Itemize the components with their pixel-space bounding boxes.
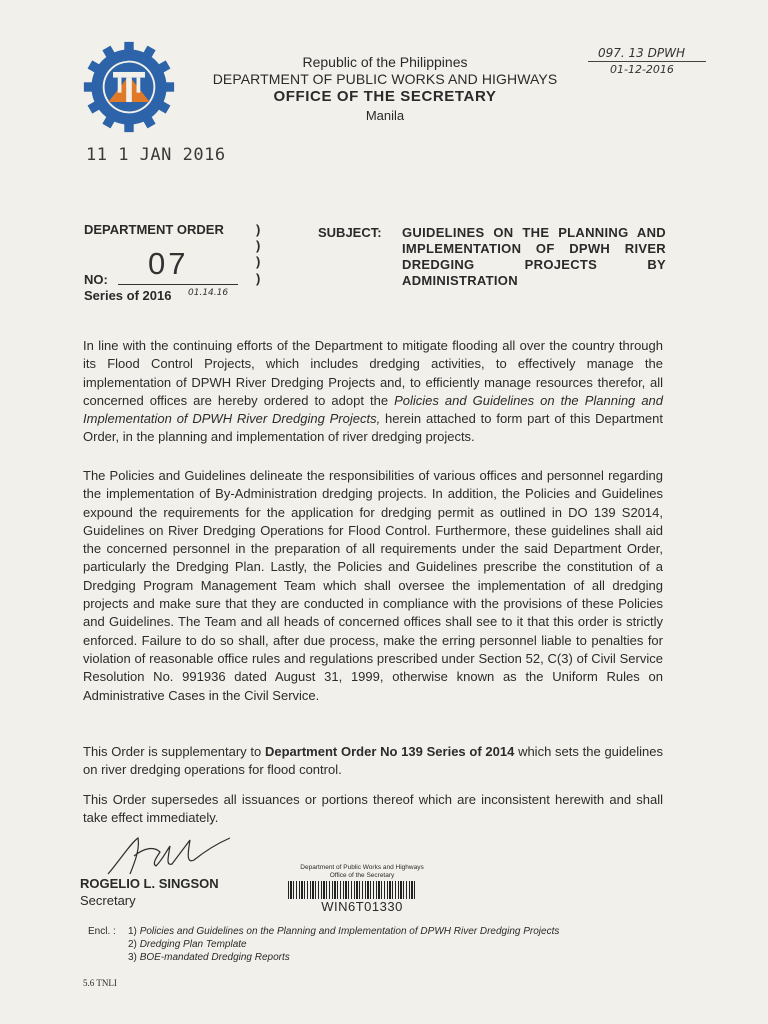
bracket-mark: ) xyxy=(256,254,261,269)
referenced-order-bold: Department Order No 139 Series of 2014 xyxy=(265,744,515,759)
signatory-name: ROGELIO L. SINGSON xyxy=(80,876,219,891)
department-name: DEPARTMENT OF PUBLIC WORKS AND HIGHWAYS xyxy=(212,71,558,87)
enclosures-label: Encl. : xyxy=(88,926,116,937)
policy-title-italic: Policies and Guidelines on the Planning and Implementation of DPWH River Dredging Projects, xyxy=(83,392,664,427)
barcode-graphic xyxy=(288,881,416,899)
enclosure-item: 2) Dredging Plan Template xyxy=(128,939,247,950)
body-paragraph-3: This Order is supplementary to Department Order No 139 Series of 2014 which sets the guidelines on river dredging operations for flood control. xyxy=(83,744,663,778)
date-stamp: 11 1 JAN 2016 xyxy=(86,145,226,165)
body-paragraph-4: This Order supersedes all issuances or portions thereof which are inconsistent herewith and shall take effect immediately. xyxy=(83,792,663,826)
handwritten-signature xyxy=(100,830,240,880)
enclosure-item: 3) BOE-mandated Dredging Reports xyxy=(128,952,290,963)
office-name: OFFICE OF THE SECRETARY xyxy=(273,88,497,105)
bracket-mark: ) xyxy=(256,271,261,286)
subject-text: GUIDELINES ON THE PLANNING AND IMPLEMENTATION OF DPWH RIVER DREDGING PROJECTS BY ADMINISTRATION xyxy=(402,225,666,288)
dpwh-seal-logo xyxy=(82,40,176,134)
order-series: Series of 2016 xyxy=(84,288,172,303)
barcode-stamp-office: Office of the Secretary xyxy=(329,872,395,879)
handwritten-reference-number: 097. 13 DPWH xyxy=(598,46,685,60)
barcode-stamp-department: Department of Public Works and Highways xyxy=(300,864,424,871)
body-paragraph-1: In line with the continuing efforts of the Department to mitigate flooding all over the country through its Flood Control Projects, which includes dredging activities, to effectively manage the implementation of DPWH River Dredging Projects and, to efficiently manage resources therefor, all concerned offices are hereby ordered to adopt the Policies and Guidelines on the Planning and Implementation of DPWH River Dredging Projects, herein attached to form part of this Department Order, in the planning and implementation of river dredging projects. xyxy=(83,338,664,445)
department-order-label: DEPARTMENT ORDER xyxy=(84,222,224,237)
enclosure-item: 1) Policies and Guidelines on the Planning and Implementation of DPWH River Dredging Projects xyxy=(128,926,560,937)
body-paragraph-2: The Policies and Guidelines delineate the responsibilities of various offices and personnel regarding the implementation of By-Administration dredging projects. In addition, the Policies and Guidelines expound the requirements for the application for dredging permit as outlined in DO 139 S2014, Guidelines on River Dredging Operations for Flood Control. Furthermore, these guidelines shall aid the concerned personnel in the preparation of all requirements under the said Department Order, particularly the Dredging Plan. Lastly, the Policies and Guidelines prescribe the constitution of a Dredging Program Management Team which shall oversee the implementation of all dredging projects and make sure that they are conducted in compliance with the provisions of these Policies and Guidelines. The Team and all heads of concerned offices shall see to it that this order is strictly enforced. Failure to do so shall, after due process, make the erring personnel liable to penalties for violation of reasonable office rules and regulations prescribed under Section 52, C(3) of Civil Service Resolution No. 991936 dated August 31, 1999, otherwise known as the Uniform Rules on Administrative Cases in the Civil Service. xyxy=(83,468,663,703)
order-number-underline xyxy=(118,284,238,285)
bracket-mark: ) xyxy=(256,222,261,237)
order-number-label: NO: xyxy=(84,272,108,287)
barcode-number: WIN6T01330 xyxy=(321,899,403,914)
handwritten-reference-date: 01-12-2016 xyxy=(610,63,674,76)
footer-code: 5.6 TNLI xyxy=(83,978,117,988)
city-name: Manila xyxy=(365,108,405,123)
bracket-mark: ) xyxy=(256,238,261,253)
handwritten-series-date: 01.14.16 xyxy=(188,288,229,298)
republic-line: Republic of the Philippines xyxy=(302,54,468,70)
signatory-title: Secretary xyxy=(80,893,136,908)
order-number: 07 xyxy=(148,246,189,281)
subject-label: SUBJECT: xyxy=(318,225,382,240)
reference-divider xyxy=(588,61,706,62)
